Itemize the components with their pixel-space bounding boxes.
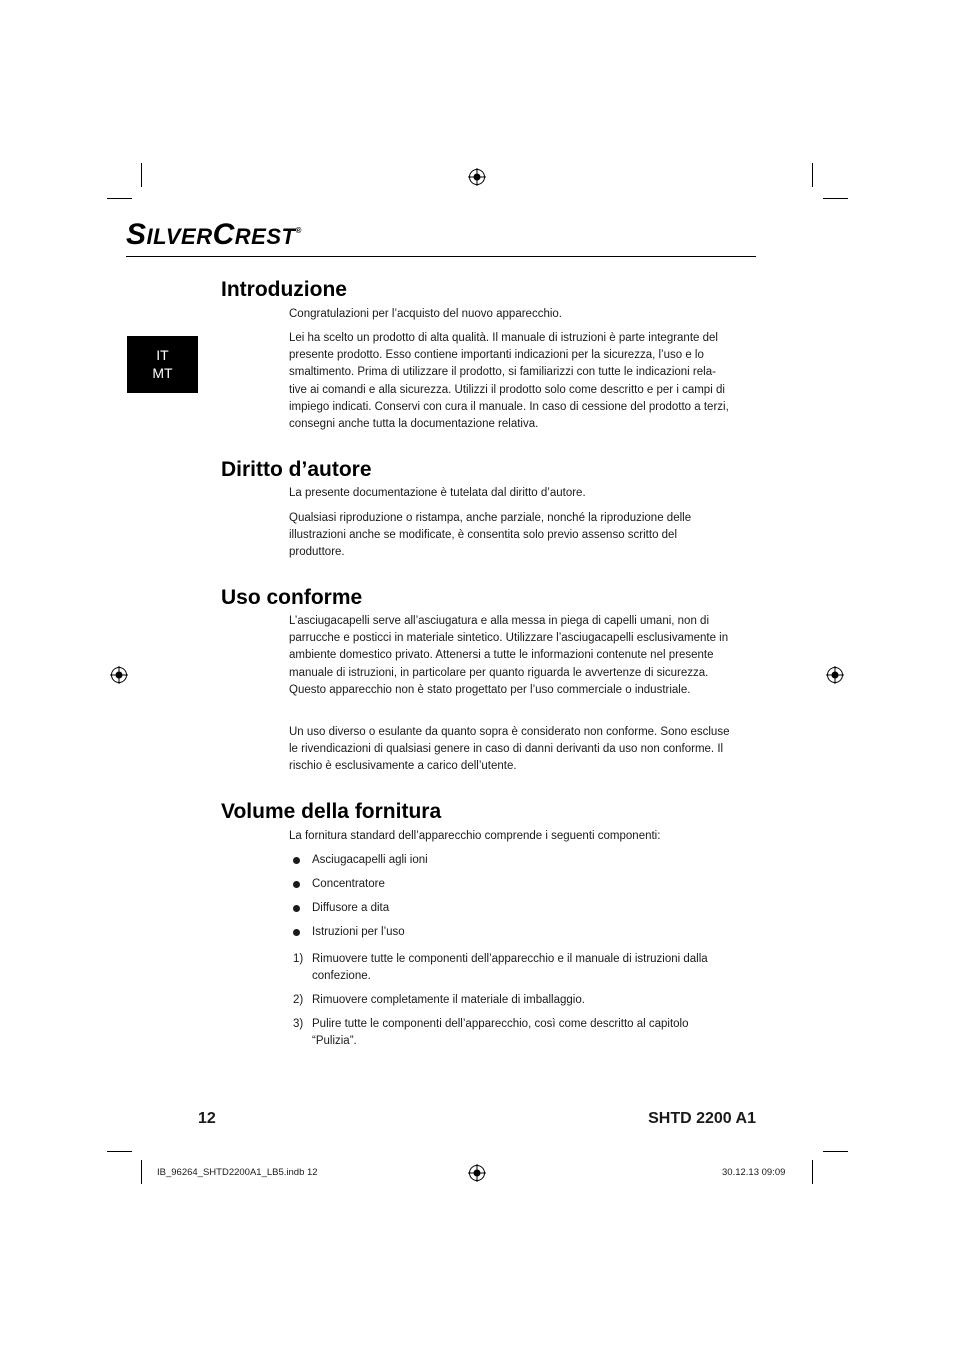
bullet-icon [293,857,300,864]
header-rule [126,256,756,257]
registration-mark-icon [110,666,128,684]
step-text: Rimuovere tutte le componenti dell’apparecchio e il manuale di istruzioni dalla confezione. [312,953,708,983]
print-slug-file: IB_96264_SHTD2200A1_LB5.indb 12 [157,1167,318,1178]
crop-mark [823,1151,848,1152]
crop-mark [812,163,813,187]
print-slug-datetime: 30.12.13 09:09 [722,1167,786,1178]
section-heading: Diritto d’autore [221,458,372,481]
paragraph: Un uso diverso o esulante da quanto sopra è considerato non conforme. Sono escluse le rivendicazioni di qualsiasi genere in caso di danni derivanti da uso non conforme. Il rischio è esclusivamente a carico dell’utente. [289,726,730,773]
model-number: SHTD 2200 A1 [648,1110,756,1127]
step-text: Pulire tutte le componenti dell’apparecchio, così come descritto al capitolo “Pulizia”. [312,1018,689,1048]
step-number: 2) [293,994,304,1006]
logo-part: REST [234,224,296,249]
bullet-icon [293,929,300,936]
list-item-text: Diffusore a dita [312,902,390,914]
step-number: 3) [293,1018,304,1030]
paragraph: L’asciugacapelli serve all’asciugatura e alla messa in piega di capelli umani, non di parrucche e posticci in materiale sintetico. Utilizzare l’asciugacapelli esclusivamente in ambiente domestico privato. Attenersi a tutte le informazioni contenute nel presente manuale di istruzioni, in particolare per quanto riguarda le avvertenze di sicurezza. Questo apparecchio non è stato progettato per l’uso commerciale o industriale. [289,615,729,696]
bullet-icon [293,905,300,912]
crop-mark [812,1160,813,1184]
logo-part: S [126,218,147,251]
section-heading: Uso conforme [221,586,363,609]
paragraph: La presente documentazione è tutelata dal diritto d’autore. [289,487,586,499]
registration-mark-icon [468,1164,486,1182]
registration-mark-icon [468,168,486,186]
crop-mark [141,1160,142,1184]
language-code: MT [152,365,173,381]
brand-logo [126,220,302,250]
step-number: 1) [293,953,304,965]
section-heading: Introduzione [221,278,347,301]
list-item-text: Concentratore [312,878,385,890]
paragraph: Congratulazioni per l’acquisto del nuovo apparecchio. [289,308,562,320]
page-number: 12 [198,1110,216,1127]
crop-mark [107,1151,132,1152]
crop-mark [823,198,848,199]
logo-part: C [212,218,235,251]
bullet-icon [293,881,300,888]
registration-mark-icon [826,666,844,684]
registered-mark: ® [295,226,302,235]
crop-mark [107,198,132,199]
language-code: IT [156,347,169,363]
section-heading: Volume della fornitura [221,800,442,823]
list-item-text: Istruzioni per l’uso [312,926,405,938]
paragraph: La fornitura standard dell’apparecchio comprende i seguenti componenti: [289,830,661,842]
paragraph: Qualsiasi riproduzione o ristampa, anche parziale, nonché la riproduzione delle illustrazioni anche se modificate, è consentita solo previo assenso scritto del produttore. [289,512,692,559]
language-tab [127,336,198,393]
list-item-text: Asciugacapelli agli ioni [312,854,428,866]
logo-part: ILVER [146,224,213,249]
paragraph: Lei ha scelto un prodotto di alta qualità. Il manuale di istruzioni è parte integrante del presente prodotto. Esso contiene importanti indicazioni per la sicurezza, l’uso e lo smaltimento. Prima di utilizzare il prodotto, si familiarizzi con tutte le indicazioni rela- tive ai comandi e alla sicurezza. Utilizzi il prodotto solo come descritto e per i campi di impiego indicati. Conservi con cura il manuale. In caso di cessione del prodotto a terzi, consegni anche tutta la documentazione relativa. [289,332,729,431]
step-text: Rimuovere completamente il materiale di imballaggio. [312,994,585,1006]
crop-mark [141,163,142,187]
